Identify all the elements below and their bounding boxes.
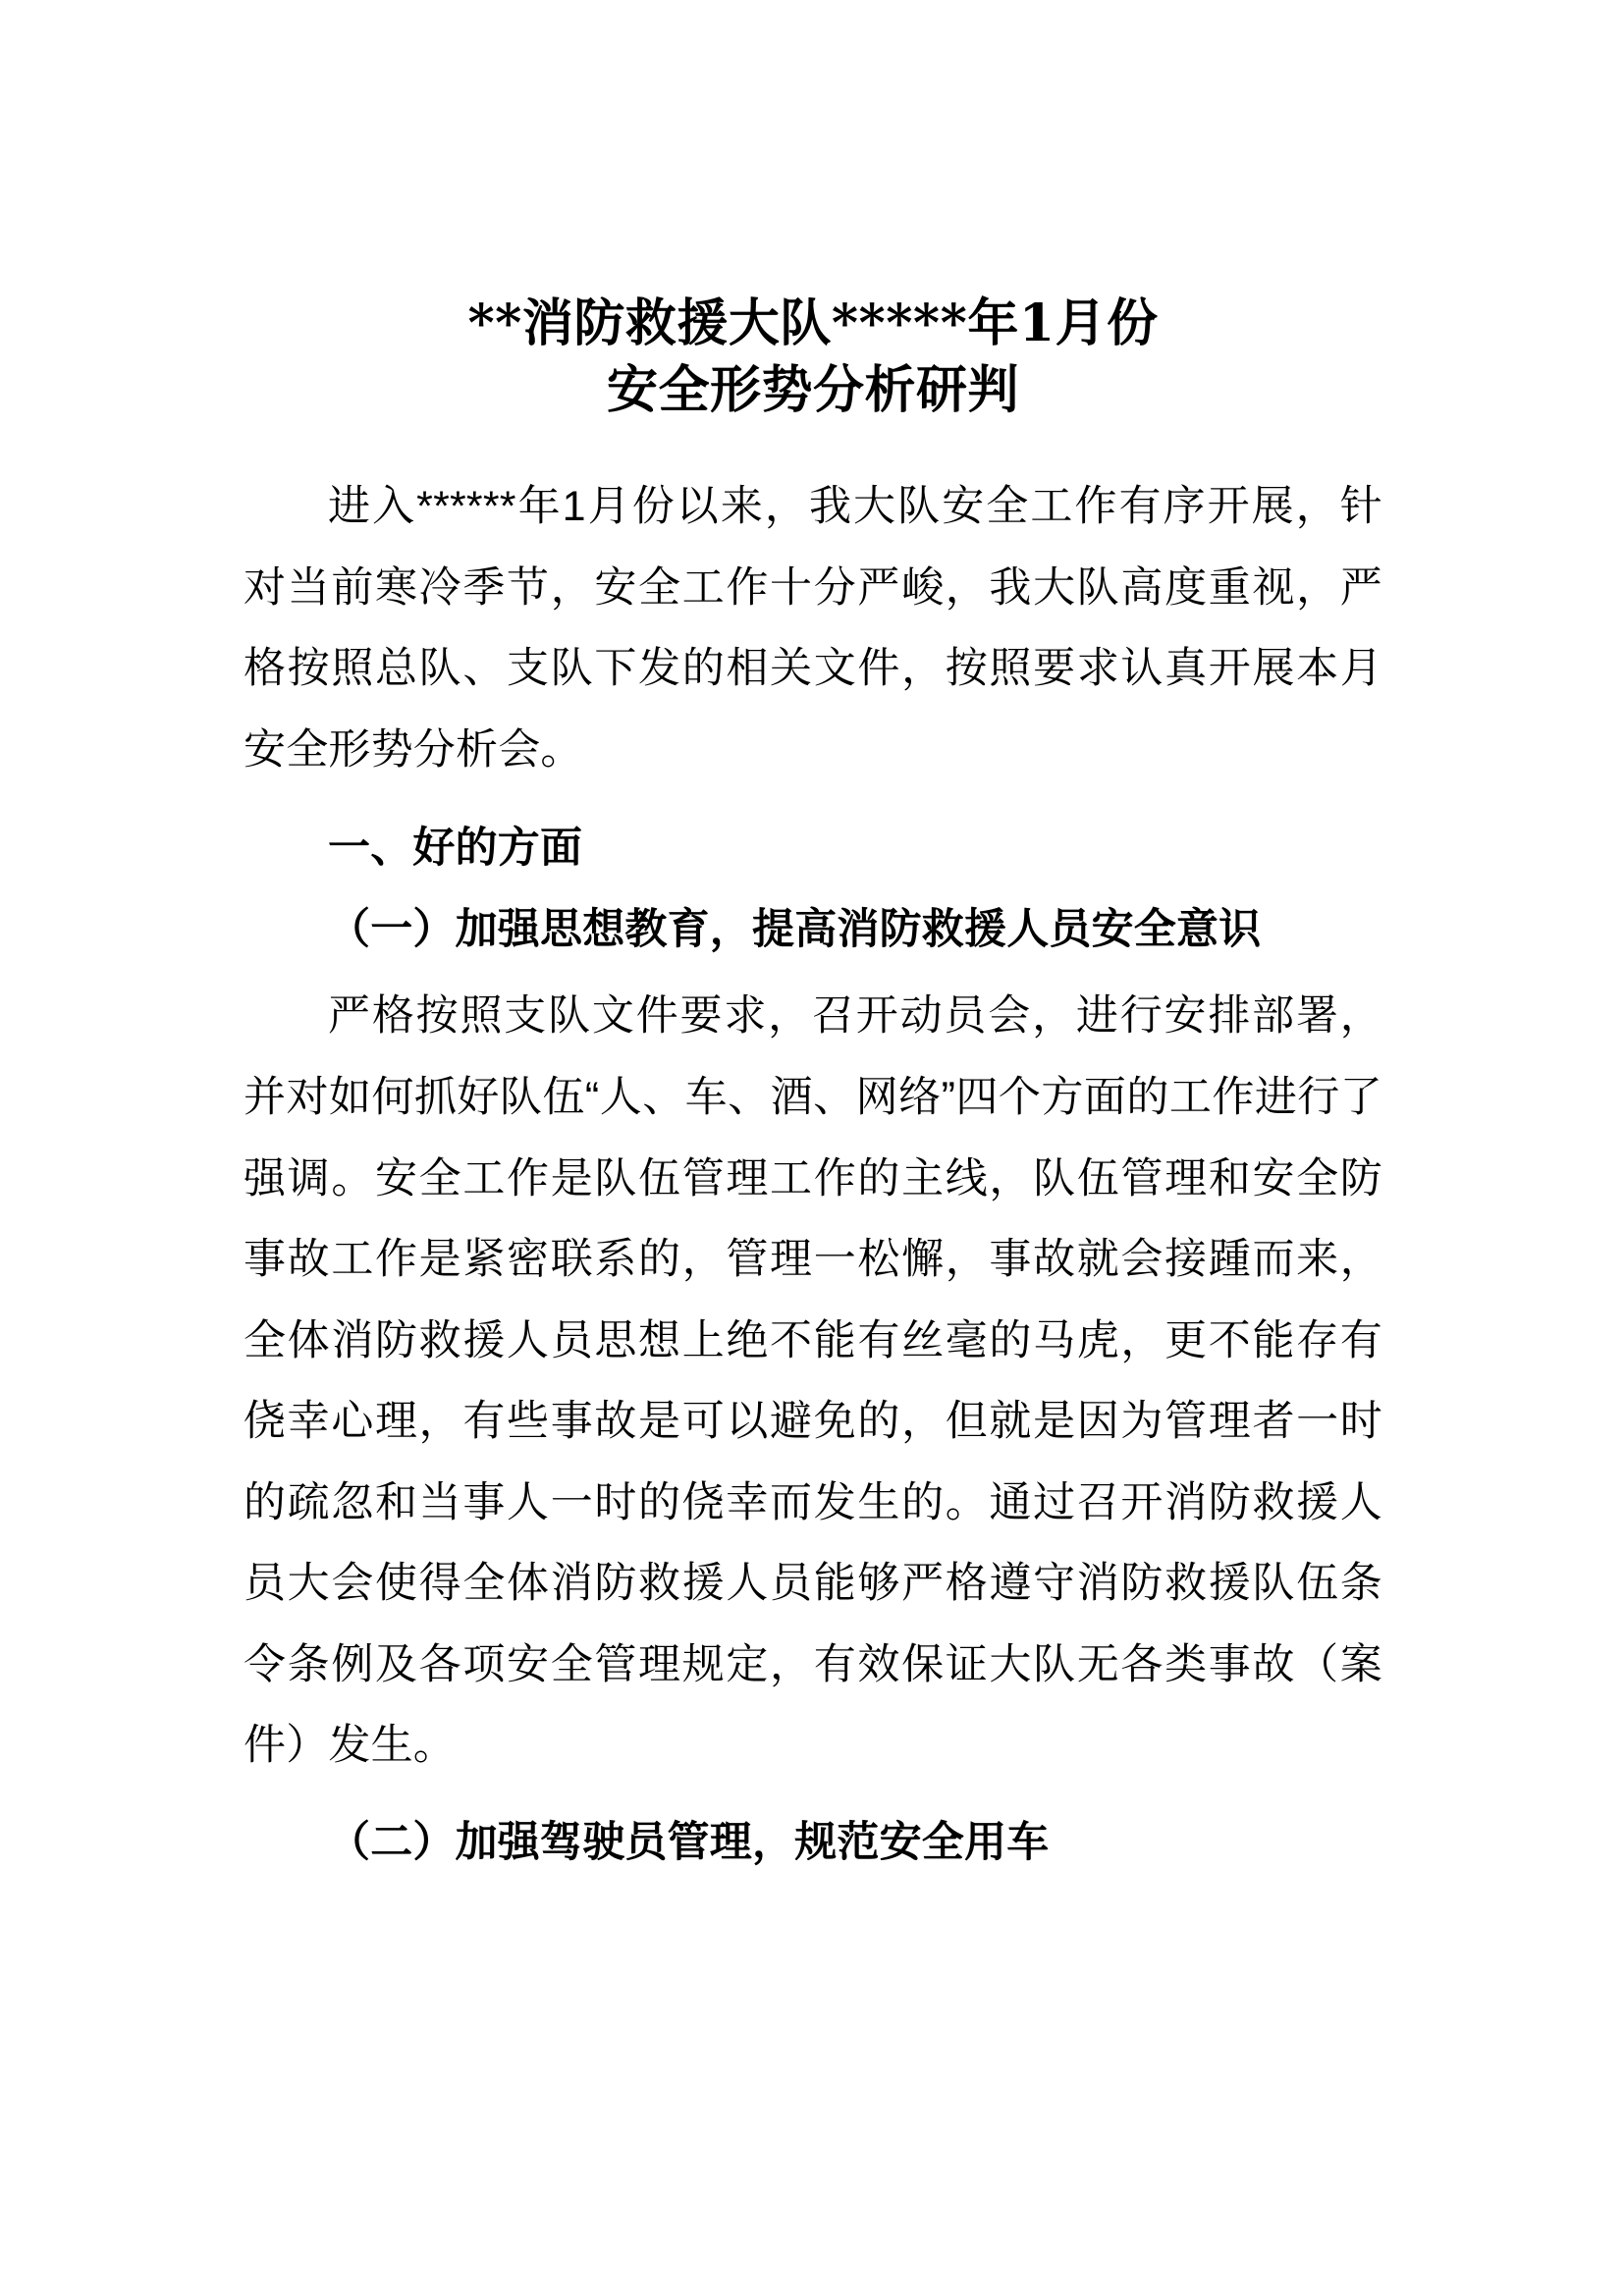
page-title-line-1: **消防救援大队*****年1月份 xyxy=(467,294,1159,353)
intro-paragraph: 进入******年1月份以来，我大队安全工作有序开展，针对当前寒冷季节，安全工作十分严峻，我大队高度重视，严格按照总队、支队下发的相关文件，按照要求认真开展本月安全形势分析会。 xyxy=(244,483,1382,774)
subsection-heading-driver-management: （二）加强驾驶员管理，规范安全用车 xyxy=(328,1818,1050,1866)
page-title xyxy=(244,0,1382,423)
subsection-heading-ideological-education: （一）加强思想教育，提高消防救援人员安全意识 xyxy=(328,905,1262,953)
document-content xyxy=(244,0,1382,1883)
section-heading-good-aspects: 一、好的方面 xyxy=(328,825,583,873)
subsection-body-ideological-education: 严格按照支队文件要求，召开动员会，进行安排部署，并对如何抓好队伍“人、车、酒、网络”四个方面的工作进行了强调。安全工作是队伍管理工作的主线，队伍管理和安全防事故工作是紧密联系的，管理一松懈，事故就会接踵而来，全体消防救援人员思想上绝不能有丝毫的马虎，更不能存有侥幸心理，有些事故是可以避免的，但就是因为管理者一时的疏忽和当事人一时的侥幸而发生的。通过召开消防救援人员大会使得全体消防救援人员能够严格遵守消防救援队伍条令条例及各项安全管理规定，有效保证大队无各类事故（案件）发生。 xyxy=(244,992,1382,1770)
page-title-line-2: 安全形势分析研判 xyxy=(606,359,1019,420)
